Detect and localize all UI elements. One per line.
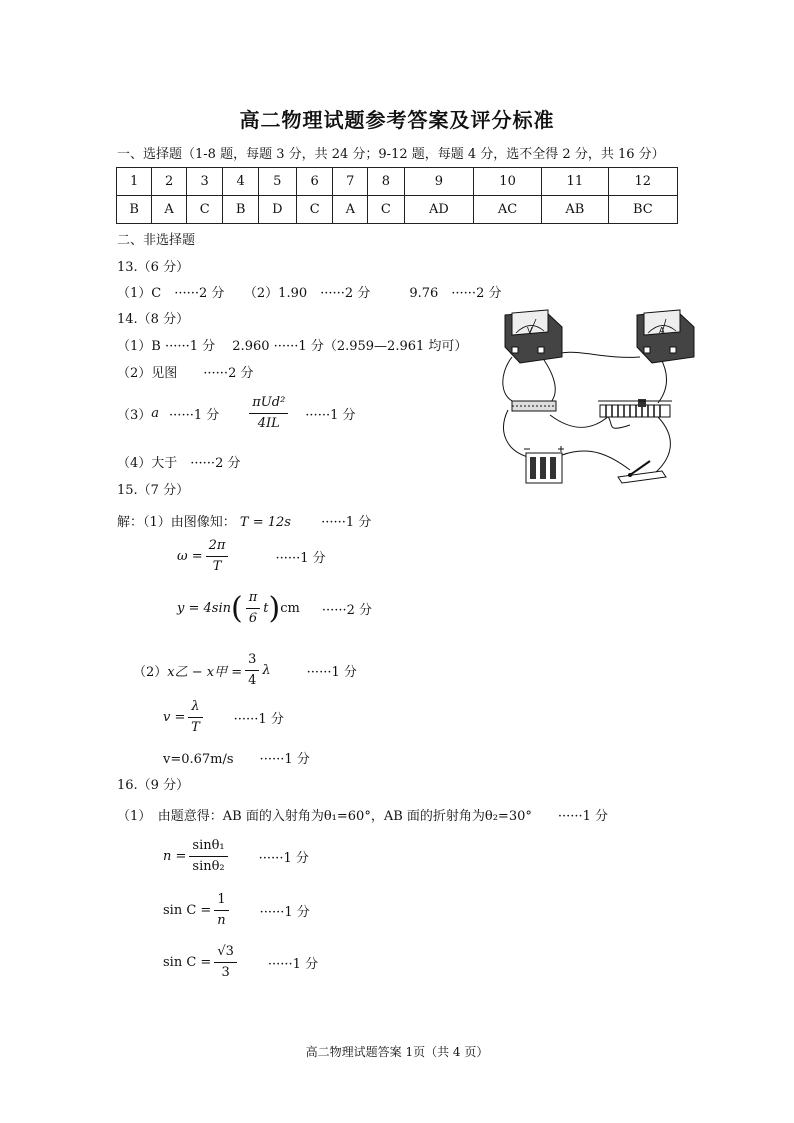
table-cell-number: 10	[474, 168, 542, 196]
table-cell-answer: C	[368, 196, 405, 224]
q14-line2: （2）见图 ······2 分	[117, 366, 254, 381]
table-cell-number: 5	[258, 168, 296, 196]
q14-line3-prefix: （3）	[117, 408, 152, 423]
q15-line4	[133, 652, 357, 689]
table-cell-number: 12	[608, 168, 677, 196]
fraction-denominator: T	[191, 720, 200, 735]
q15-omega-fraction	[206, 538, 229, 575]
q14-line4: （4）大于 ······2 分	[117, 456, 241, 471]
voltmeter	[505, 310, 562, 363]
q13-line1: （1）C ······2 分 （2）1.90 ······2 分 9.76 ······2 分	[117, 286, 502, 301]
table-cell-answer: AD	[404, 196, 473, 224]
q16-index-lhs: n =	[163, 849, 187, 864]
switch	[618, 461, 666, 483]
q14-line1: （1）B ······1 分 2.960 ······1 分（2.959—2.961 均可）	[117, 339, 468, 354]
page-footer: 高二物理试题答案 1页（共 4 页）	[305, 1045, 489, 1059]
battery	[524, 446, 564, 483]
q15-time-variable: t	[263, 601, 269, 616]
table-cell-number: 8	[368, 168, 405, 196]
table-cell-answer: BC	[608, 196, 677, 224]
q16-line3-score: ······1 分	[259, 905, 310, 920]
q14-line3	[117, 395, 356, 432]
table-cell-answer: AC	[474, 196, 542, 224]
page-title: 高二物理试题参考答案及评分标准	[239, 108, 555, 132]
left-paren: (	[230, 591, 243, 626]
q16-line4	[163, 944, 318, 981]
fraction-numerator: 1	[214, 892, 228, 911]
table-row-answers	[117, 196, 678, 224]
q15-wave-unit: cm	[280, 601, 300, 616]
voltmeter-label: V	[527, 326, 533, 335]
q16-line2-score: ······1 分	[258, 851, 309, 866]
table-cell-number: 9	[404, 168, 473, 196]
q15-line2	[177, 538, 326, 575]
q15-line5	[163, 699, 284, 736]
ammeter-label: A	[659, 326, 665, 335]
table-cell-answer: D	[258, 196, 296, 224]
q15-distance-lhs: x乙 − x甲 =	[167, 665, 243, 680]
q15-line1	[117, 511, 371, 530]
q15-line4-score: ······1 分	[306, 665, 357, 680]
table-cell-answer: A	[333, 196, 368, 224]
fraction-numerator: πUd²	[249, 395, 288, 414]
q15-line3-score: ······2 分	[321, 603, 373, 618]
ammeter	[637, 310, 694, 363]
q15-three-quarter-fraction	[245, 652, 259, 689]
q15-line3	[177, 590, 372, 627]
resistance-wire	[512, 401, 556, 411]
fraction-numerator: 2π	[206, 538, 229, 557]
q14-score1: ······1 分	[169, 408, 220, 423]
table-row-numbers	[117, 168, 678, 196]
q15-wavelength-symbol: λ	[262, 663, 271, 678]
fraction-denominator: 4IL	[257, 416, 280, 431]
table-cell-number: 6	[296, 168, 333, 196]
q15-phase-fraction	[246, 590, 261, 627]
q16-line2	[163, 838, 309, 875]
answer-table	[116, 167, 678, 224]
fraction-numerator: π	[246, 590, 261, 609]
rheostat	[598, 399, 672, 417]
q15-speed-lhs: v =	[163, 710, 186, 725]
fraction-numerator: sinθ₁	[189, 838, 227, 857]
q16-critical2-lhs: sin C =	[163, 955, 212, 970]
q16-heading: 16.（9 分）	[117, 778, 190, 793]
q15-heading: 15.（7 分）	[117, 483, 190, 498]
table-cell-number: 7	[333, 168, 368, 196]
section-choice-heading: 一、选择题（1-8 题，每题 3 分，共 24 分；9-12 题，每题 4 分，选不全得 2 分，共 16 分）	[117, 147, 665, 162]
table-cell-answer: B	[117, 196, 152, 224]
fraction-numerator: 3	[245, 652, 259, 671]
q15-wave-lhs: y = 4sin	[177, 601, 231, 616]
q15-line1-prefix: 解：（1）由图像知：	[117, 515, 236, 530]
q15-line2-score: ······1 分	[275, 551, 326, 566]
table-cell-answer: C	[186, 196, 223, 224]
table-cell-answer: B	[223, 196, 258, 224]
q15-line4-prefix: （2）	[133, 665, 168, 680]
q16-index-fraction	[189, 838, 227, 875]
q16-line4-score: ······1 分	[267, 957, 319, 972]
fraction-denominator: sinθ₂	[192, 859, 225, 874]
circuit-diagram	[490, 305, 700, 490]
fraction-denominator: T	[212, 559, 222, 574]
fraction-denominator: 6	[248, 611, 258, 626]
q13-heading: 13.（6 分）	[117, 260, 190, 275]
table-cell-number: 11	[542, 168, 609, 196]
q16-critical-lhs: sin C =	[163, 903, 212, 918]
table-cell-number: 1	[117, 168, 152, 196]
section-nonchoice-heading: 二、非选择题	[117, 233, 196, 248]
fraction-numerator: λ	[188, 699, 202, 718]
q15-period-equation: T = 12s	[239, 515, 291, 530]
q15-omega-lhs: ω =	[177, 549, 203, 564]
right-paren: )	[268, 591, 281, 626]
table-cell-number: 4	[223, 168, 258, 196]
fraction-numerator: √3	[214, 944, 237, 963]
fraction-denominator: n	[217, 913, 226, 928]
table-cell-answer: C	[296, 196, 333, 224]
table-cell-answer: A	[152, 196, 187, 224]
table-cell-number: 2	[152, 168, 187, 196]
q16-critical-fraction	[214, 892, 228, 929]
q16-line1: （1） 由题意得：AB 面的入射角为θ₁=60°，AB 面的折射角为θ₂=30° ······1 分	[117, 809, 609, 824]
q15-speed-fraction	[188, 699, 202, 736]
fraction-denominator: 3	[221, 965, 230, 980]
q14-score2: ······1 分	[305, 408, 356, 423]
q14-answer-a: a	[151, 406, 160, 421]
q15-line6: v=0.67m/s ······1 分	[163, 752, 310, 767]
q16-line3	[163, 892, 310, 929]
table-cell-number: 3	[186, 168, 223, 196]
fraction-denominator: 4	[248, 673, 257, 688]
q15-line5-score: ······1 分	[233, 712, 284, 727]
table-cell-answer: AB	[542, 196, 609, 224]
q14-resistivity-fraction	[249, 395, 288, 432]
q14-heading: 14.（8 分）	[117, 312, 190, 327]
q15-line1-score: ······1 分	[321, 515, 372, 530]
q16-sqrt-fraction	[214, 944, 237, 981]
